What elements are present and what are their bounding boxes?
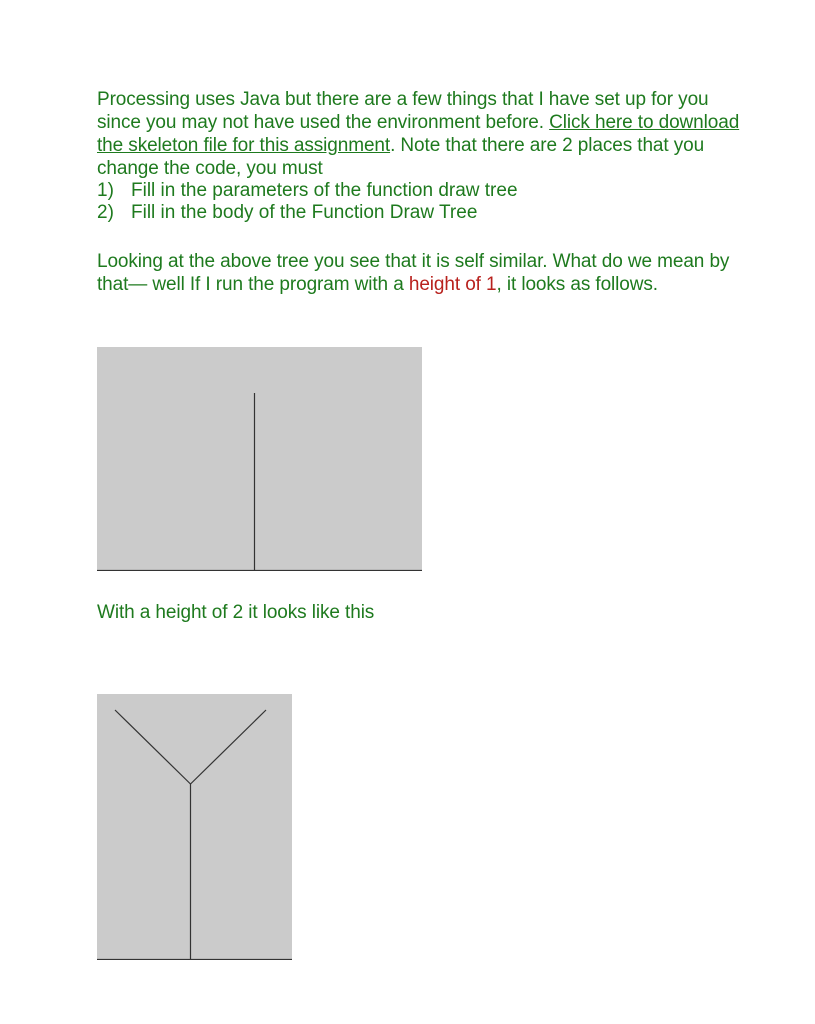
step-text: Fill in the parameters of the function draw tree <box>131 180 518 201</box>
tree-height-2-figure <box>97 694 292 960</box>
intro-paragraph <box>97 88 747 180</box>
intro-text-2: . Note that there are 2 places that you change the code, you must <box>97 135 705 179</box>
step-text: Fill in the body of the Function Draw Tree <box>131 202 478 223</box>
list-item <box>97 180 747 202</box>
skeleton-download-link[interactable]: Click here to download the skeleton file for this assignment <box>97 112 740 156</box>
list-item <box>97 202 747 224</box>
left-branch-line <box>115 710 191 784</box>
steps-list <box>97 180 747 224</box>
intro-text-1: Processing uses Java but there are a few things that I have set up for you since you may not have used the environment before. <box>97 89 709 133</box>
tree-height-1-figure <box>97 347 422 571</box>
height-1-highlight: height of 1 <box>408 274 497 295</box>
tree-height-2-canvas <box>97 694 292 960</box>
document-body <box>97 88 747 296</box>
self-similar-paragraph <box>97 250 747 296</box>
self-similar-text-1: Looking at the above tree you see that it is self similar. What do we mean by that— well If I run the program with a <box>97 251 730 295</box>
tree-height-1-canvas <box>97 347 422 571</box>
self-similar-text-2: , it looks as follows. <box>496 274 658 295</box>
step-number: 1) <box>97 180 114 201</box>
height-2-caption: With a height of 2 it looks like this <box>97 602 375 623</box>
step-number: 2) <box>97 202 114 223</box>
right-branch-line <box>191 710 267 784</box>
